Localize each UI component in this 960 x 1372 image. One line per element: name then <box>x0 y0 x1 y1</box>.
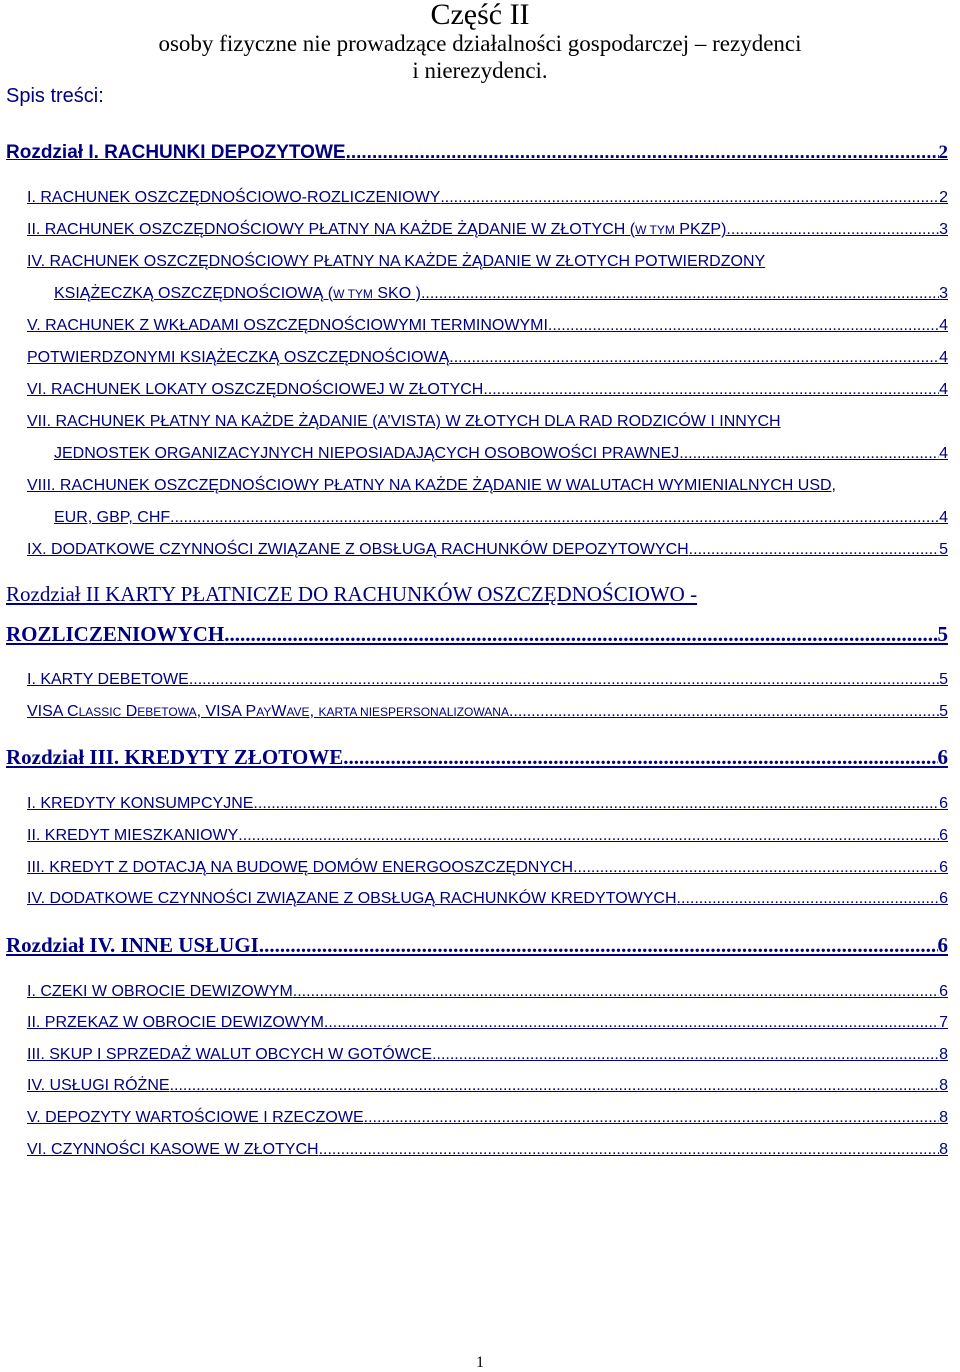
toc-chapter-3[interactable] <box>6 745 948 769</box>
toc-entry-text <box>27 220 726 240</box>
toc-entry-text: IV. USŁUGI RÓŻNE <box>27 1077 170 1094</box>
toc-entry-text: EUR, GBP, CHF <box>54 509 171 526</box>
toc-page-number: 8 <box>939 1141 948 1158</box>
toc-entry-text: I. RACHUNEK OSZCZĘDNOŚCIOWO-ROZLICZENIOWY <box>27 189 441 206</box>
toc-page-number: 3 <box>939 285 948 302</box>
toc-leader-dots <box>689 540 939 560</box>
toc-entry-text: I. KREDYTY KONSUMPCYJNE <box>27 795 254 812</box>
toc-page-number: 4 <box>939 349 948 366</box>
toc-leader-dots <box>421 284 939 304</box>
toc-page-number: 3 <box>939 221 948 238</box>
toc-entry[interactable] <box>27 220 948 240</box>
toc-entry-text: VII. RACHUNEK PŁATNY NA KAŻDE ŻĄDANIE (A’VISTA) W ZŁOTYCH DLA RAD RODZICÓW I INNYCH <box>27 413 781 430</box>
toc-leader-dots <box>293 982 939 1002</box>
toc-entry[interactable] <box>27 316 948 336</box>
toc-leader-dots <box>726 220 939 240</box>
toc-entry-continuation[interactable] <box>54 508 948 528</box>
toc-entry-text: Rozdział III. KREDYTY ZŁOTOWE <box>6 745 344 769</box>
toc-heading: Spis treści: <box>6 85 104 107</box>
toc-chapter-2[interactable] <box>6 582 948 606</box>
toc-entry-text-part: SKO ) <box>372 285 421 302</box>
toc-entry[interactable] <box>27 380 948 400</box>
toc-leader-dots <box>189 670 939 690</box>
toc-leader-dots <box>259 933 938 957</box>
toc-entry-text: III. KREDYT Z DOTACJĄ NA BUDOWĘ DOMÓW ENERGOOSZCZĘDNYCH <box>27 859 574 876</box>
toc-entry[interactable] <box>27 1108 948 1128</box>
toc-page-number: 6 <box>937 745 948 769</box>
toc-entry[interactable] <box>27 982 948 1002</box>
toc-entry-text: Rozdział II KARTY PŁATNICZE DO RACHUNKÓW OSZCZĘDNOŚCIOWO - <box>6 582 698 606</box>
toc-entry-text: IX. DODATKOWE CZYNNOŚCI ZWIĄZANE Z OBSŁUGĄ RACHUNKÓW DEPOZYTOWYCH <box>27 541 689 558</box>
toc-leader-dots <box>509 702 939 722</box>
toc-chapter-2-continuation[interactable] <box>6 622 948 646</box>
toc-page-number: 8 <box>939 1046 948 1063</box>
toc-page-number: 6 <box>939 795 948 812</box>
toc-entry-text: VI. CZYNNOŚCI KASOWE W ZŁOTYCH <box>27 1141 319 1158</box>
toc-entry-text: II. PRZEKAZ W OBROCIE DEWIZOWYM <box>27 1014 324 1031</box>
toc-entry-text: VIII. RACHUNEK OSZCZĘDNOŚCIOWY PŁATNY NA KAŻDE ŻĄDANIE W WALUTACH WYMIENIALNYCH USD, <box>27 477 836 494</box>
toc-page-number: 2 <box>939 189 948 206</box>
toc-entry[interactable] <box>27 540 948 560</box>
toc-leader-dots <box>224 622 937 646</box>
toc-entry-text: Rozdział IV. INNE USŁUGI <box>6 933 259 957</box>
toc-page-number: 4 <box>939 381 948 398</box>
toc-entry-text-part: D <box>121 703 138 720</box>
subtitle-line-2: i nierezydenci. <box>412 58 548 83</box>
toc-leader-dots <box>677 889 940 909</box>
toc-page-number: 4 <box>939 509 948 526</box>
toc-entry-text: VI. RACHUNEK LOKATY OSZCZĘDNOŚCIOWEJ W ZŁOTYCH <box>27 381 484 398</box>
toc-entry-text: Rozdział I. RACHUNKI DEPOZYTOWE <box>6 142 346 163</box>
toc-leader-dots <box>364 1108 939 1128</box>
toc-entry[interactable] <box>27 858 948 878</box>
toc-page-number: 5 <box>937 622 948 646</box>
toc-page-number: 6 <box>939 983 948 1000</box>
part-title: Część II <box>430 0 530 31</box>
toc-entry-text-smallcaps: W TYM <box>333 287 373 301</box>
toc-entry-text: II. KREDYT MIESZKANIOWY <box>27 827 239 844</box>
toc-entry[interactable] <box>27 794 948 814</box>
toc-entry-text: ROZLICZENIOWYCH <box>6 622 225 646</box>
toc-leader-dots <box>170 1076 940 1096</box>
toc-entry-text-part: VISA C <box>27 703 79 720</box>
toc-entry-text-part: , <box>309 703 319 720</box>
toc-entry-text: IV. RACHUNEK OSZCZĘDNOŚCIOWY PŁATNY NA KAŻDE ŻĄDANIE W ZŁOTYCH POTWIERDZONY <box>27 253 766 270</box>
toc-entry-continuation[interactable] <box>54 284 948 304</box>
toc-page-number: 2 <box>938 142 948 163</box>
toc-leader-dots <box>440 188 939 208</box>
toc-entry[interactable] <box>27 1140 948 1160</box>
toc-entry-text-smallcaps: LASSIC <box>78 705 122 719</box>
toc-entry[interactable] <box>27 702 948 722</box>
toc-leader-dots <box>343 745 937 769</box>
toc-page-number: 4 <box>939 445 948 462</box>
toc-leader-dots <box>346 142 939 164</box>
toc-page-number: 6 <box>939 890 948 907</box>
toc-entry-text: IV. DODATKOWE CZYNNOŚCI ZWIĄZANE Z OBSŁUGĄ RACHUNKÓW KREDYTOWYCH <box>27 890 677 907</box>
page-number: 1 <box>476 1354 484 1371</box>
toc-leader-dots <box>449 348 939 368</box>
toc-leader-dots <box>324 1013 939 1033</box>
toc-entry-text: JEDNOSTEK ORGANIZACYJNYCH NIEPOSIADAJĄCYCH OSOBOWOŚCI PRAWNEJ <box>54 445 680 462</box>
toc-entry-continuation[interactable] <box>54 444 948 464</box>
toc-entry-text: III. SKUP I SPRZEDAŻ WALUT OBCYCH W GOTÓWCE <box>27 1046 433 1063</box>
toc-entry[interactable] <box>27 252 948 272</box>
toc-page-number: 6 <box>937 933 948 957</box>
toc-entry-text-part: , VISA P <box>196 703 257 720</box>
toc-leader-dots <box>319 1140 940 1160</box>
toc-entry-text: I. KARTY DEBETOWE <box>27 671 189 688</box>
toc-entry-text: V. DEPOZYTY WARTOŚCIOWE I RZECZOWE <box>27 1109 364 1126</box>
toc-entry[interactable] <box>27 670 948 690</box>
toc-leader-dots <box>170 508 939 528</box>
toc-page-number: 5 <box>939 671 948 688</box>
toc-entry-text: POTWIERDZONYMI KSIĄŻECZKĄ OSZCZĘDNOŚCIOWĄ <box>27 349 450 366</box>
toc-page-number: 5 <box>939 541 948 558</box>
toc-page-number: 7 <box>939 1014 948 1031</box>
toc-entry-text-smallcaps: AY <box>256 705 272 719</box>
toc-leader-dots <box>253 794 939 814</box>
toc-entry-text-part: PKZP) <box>674 221 727 238</box>
toc-entry-text-part: W <box>271 703 287 720</box>
toc-leader-dots <box>573 858 939 878</box>
toc-entry[interactable] <box>27 188 948 208</box>
toc-entry-text-smallcaps: W TYM <box>635 223 675 237</box>
toc-page-number: 6 <box>939 859 948 876</box>
toc-leader-dots <box>238 826 939 846</box>
toc-entry-text-smallcaps: AVE <box>286 705 310 719</box>
toc-page-number: 8 <box>939 1077 948 1094</box>
toc-chapter-4[interactable] <box>6 933 948 957</box>
toc-page-number: 8 <box>939 1109 948 1126</box>
part-subtitle <box>120 30 840 84</box>
toc-entry[interactable] <box>27 1045 948 1065</box>
toc-entry-text: I. CZEKI W OBROCIE DEWIZOWYM <box>27 983 293 1000</box>
toc-entry-text-part: II. RACHUNEK OSZCZĘDNOŚCIOWY PŁATNY NA KAŻDE ŻĄDANIE W ZŁOTYCH ( <box>27 221 636 238</box>
toc-entry[interactable] <box>27 348 948 368</box>
toc-leader-dots <box>548 316 939 336</box>
toc-entry[interactable] <box>27 1076 948 1096</box>
toc-page-number: 5 <box>939 703 948 720</box>
toc-leader-dots <box>432 1045 939 1065</box>
toc-entry-text: V. RACHUNEK Z WKŁADAMI OSZCZĘDNOŚCIOWYMI TERMINOWYMI <box>27 317 548 334</box>
toc-chapter-1[interactable] <box>6 142 948 164</box>
toc-leader-dots <box>483 380 939 400</box>
toc-page-number: 4 <box>939 317 948 334</box>
toc-entry[interactable] <box>27 476 948 496</box>
toc-leader-dots <box>679 444 939 464</box>
toc-entry[interactable] <box>27 889 948 909</box>
subtitle-line-1: osoby fizyczne nie prowadzące działalności gospodarczej – rezydenci <box>158 31 802 56</box>
toc-entry[interactable] <box>27 412 948 432</box>
toc-entry[interactable] <box>27 826 948 846</box>
toc-entry-text-smallcaps: EBETOWA <box>137 705 197 719</box>
toc-entry-text <box>54 284 421 304</box>
toc-entry-text-smallcaps: KARTA NIESPERSONALIZOWANA <box>318 705 509 719</box>
toc-page-number: 6 <box>939 827 948 844</box>
toc-entry[interactable] <box>27 1013 948 1033</box>
toc-entry-text <box>27 702 509 722</box>
toc-entry-text-part: KSIĄŻECZKĄ OSZCZĘDNOŚCIOWĄ ( <box>54 285 334 302</box>
